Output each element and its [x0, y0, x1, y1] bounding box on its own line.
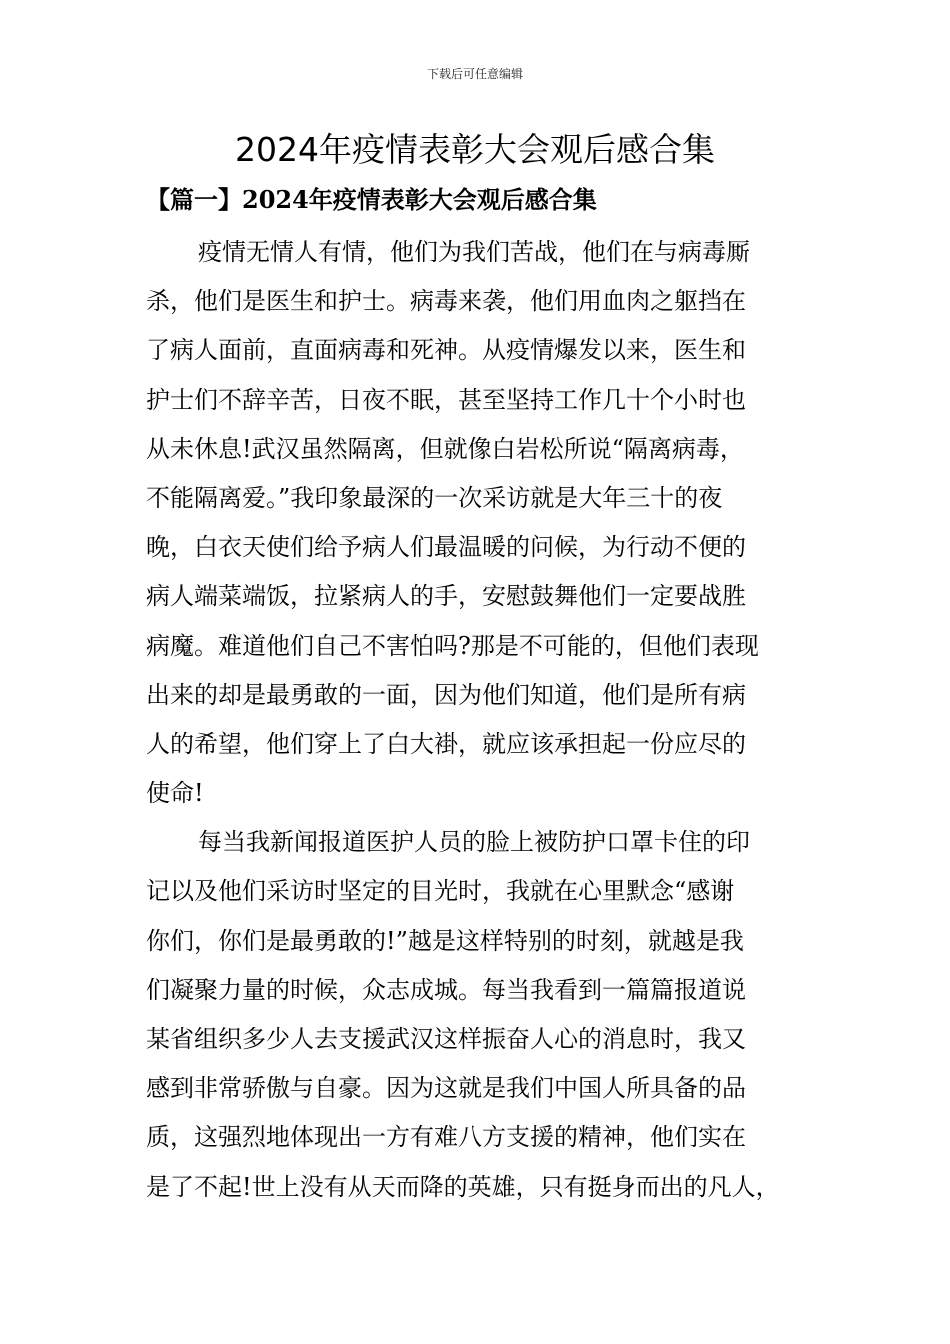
paragraph-line: 护士们不辞辛苦，日夜不眠，甚至坚持工作几十个小时也 [146, 385, 746, 414]
paragraph-line: 质，这强烈地体现出一方有难八方支援的精神，他们实在 [146, 1123, 746, 1152]
paragraph-line: 病人端菜端饭，拉紧病人的手，安慰鼓舞他们一定要战胜 [146, 582, 746, 611]
paragraph-line: 了病人面前，直面病毒和死神。从疫情爆发以来，医生和 [146, 336, 746, 365]
body-text [146, 228, 830, 1212]
section-heading: 【篇一】2024年疫情表彰大会观后感合集 [146, 185, 597, 214]
paragraph-line: 某省组织多少人去支援武汉这样振奋人心的消息时，我又 [146, 1025, 746, 1053]
paragraph-line: 每当我新闻报道医护人员的脸上被防护口罩卡住的印 [198, 828, 750, 857]
paragraph-line: 出来的却是最勇敢的一面，因为他们知道，他们是所有病 [146, 680, 746, 709]
paragraph-line: 是了不起!世上没有从天而降的英雄，只有挺身而出的凡人， [146, 1172, 780, 1201]
paragraph-line: 人的希望，他们穿上了白大褂，就应该承担起一份应尽的 [146, 729, 746, 758]
paragraph-line: 病魔。难道他们自己不害怕吗?那是不可能的，但他们表现 [146, 631, 759, 660]
paragraph-line: 晚，白衣天使们给予病人们最温暖的问候，为行动不便的 [146, 533, 746, 562]
paragraph-line: 使命! [146, 779, 204, 808]
paragraph-line: 记以及他们采访时坚定的目光时，我就在心里默念“感谢 [146, 877, 735, 906]
paragraph-line: 感到非常骄傲与自豪。因为这就是我们中国人所具备的品 [146, 1074, 746, 1103]
paragraph-line: 你们，你们是最勇敢的!”越是这样特别的时刻，就越是我 [146, 926, 744, 955]
paragraph-line: 不能隔离爱。”我印象最深的一次采访就是大年三十的夜 [146, 483, 723, 512]
header-note: 下载后可任意编辑 [426, 67, 523, 81]
paragraph-line: 从未休息!武汉虽然隔离，但就像白岩松所说“隔离病毒， [146, 434, 744, 463]
paragraph-line: 疫情无情人有情，他们为我们苦战，他们在与病毒厮 [198, 238, 750, 266]
document-title: 2024年疫情表彰大会观后感合集 [235, 130, 715, 169]
paragraph-line: 们凝聚力量的时候，众志成城。每当我看到一篇篇报道说 [146, 975, 746, 1004]
paragraph-line: 杀，他们是医生和护士。病毒来袭，他们用血肉之躯挡在 [146, 287, 746, 316]
